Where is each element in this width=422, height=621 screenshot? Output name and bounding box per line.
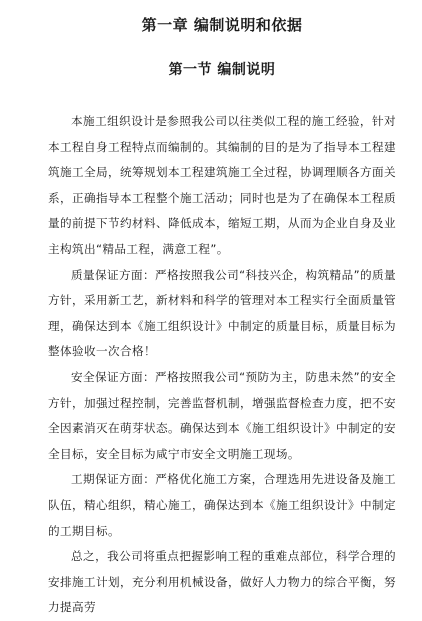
paragraph-schedule: 工期保证方面：严格优化施工方案，合理选用先进设备及施工队伍，精心组织，精心施工，确保达到本《施工组织设计》中制定的工期目标。 (48, 472, 396, 538)
paragraph-quality: 质量保证方面：严格按照我公司“科技兴企，构筑精品”的质量方针，采用新工艺，新材料和科学的管理对本工程实行全面质量管理，确保达到本《施工组织设计》中制定的质量目标，质量目标为整体验收一次合格！ (48, 267, 396, 359)
paragraph-safety: 安全保证方面：严格按照我公司“预防为主，防患未然”的安全方针，加强过程控制，完善监督机制，增强监督检查力度，把不安全因素消灭在萌芽状态。确保达到本《施工组织设计》中制定的安全目标，安全目标为咸宁市安全文明施工现场。 (48, 369, 396, 461)
paragraph-summary: 总之，我公司将重点把握影响工程的重难点部位，科学合理的安排施工计划，充分利用机械设备，做好人力物力的综合平衡，努力提高劳 (48, 549, 396, 615)
chapter-title: 第一章 编制说明和依据 (141, 16, 303, 34)
paragraph-intro: 本施工组织设计是参照我公司以往类似工程的施工经验，针对本工程自身工程特点而编制的。其编制的目的是为了指导本工程建筑施工全局，统筹规划本工程建筑施工全过程，协调理顺各方面关系，正确指导本工程整个施工活动；同时也是为了在确保本工程质量的前提下节约材料、降低成本，缩短工期，从而为企业自身及业主构筑出“精品工程，满意工程”。 (48, 114, 396, 256)
section-title: 第一节 编制说明 (168, 62, 276, 78)
